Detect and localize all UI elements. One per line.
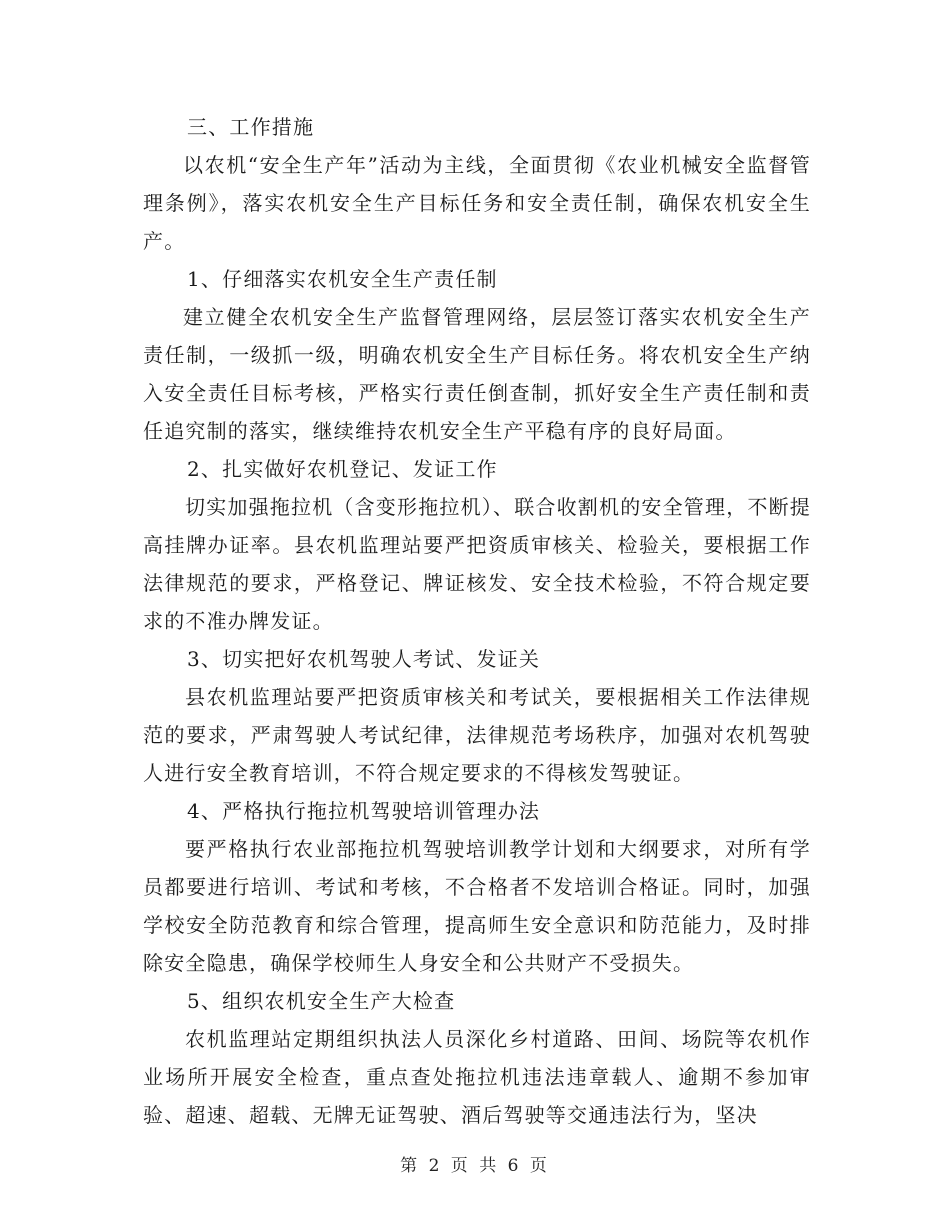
item-body-5: 农机监理站定期组织执法人员深化乡村道路、田间、场院等农机作业场所开展安全检查，重点查处拖拉机违法违章载人、逾期不参加审验、超速、超载、无牌无证驾驶、酒后驾驶等交通违法行为，坚决 [143,1027,811,1127]
intro-paragraph: 以农机“安全生产年”活动为主线，全面贯彻《农业机械安全监督管理条例》，落实农机安全生产目标任务和安全责任制，确保农机安全生产。 [143,153,811,253]
document-body [143,108,811,1134]
page-number-footer: 第 2 页 共 6 页 [400,1156,550,1176]
item-heading-1: 1、仔细落实农机安全生产责任制 [187,267,498,291]
section-title: 三、工作措施 [187,115,315,139]
item-heading-4: 4、严格执行拖拉机驾驶培训管理办法 [187,799,541,823]
item-heading-5: 5、组织农机安全生产大检查 [187,989,456,1013]
item-heading-2: 2、扎实做好农机登记、发证工作 [187,457,498,481]
item-body-4: 要严格执行农业部拖拉机驾驶培训教学计划和大纲要求，对所有学员都要进行培训、考试和考核，不合格者不发培训合格证。同时，加强学校安全防范教育和综合管理，提高师生安全意识和防范能力，及时排除安全隐患，确保学校师生人身安全和公共财产不受损失。 [143,837,811,975]
item-body-1: 建立健全农机安全生产监督管理网络，层层签订落实农机安全生产责任制，一级抓一级，明确农机安全生产目标任务。将农机安全生产纳入安全责任目标考核，严格实行责任倒查制，抓好安全生产责任制和责任追究制的落实，继续维持农机安全生产平稳有序的良好局面。 [143,305,811,443]
item-body-3: 县农机监理站要严把资质审核关和考试关，要根据相关工作法律规范的要求，严肃驾驶人考试纪律，法律规范考场秩序，加强对农机驾驶人进行安全教育培训，不符合规定要求的不得核发驾驶证。 [143,685,811,785]
item-body-2: 切实加强拖拉机（含变形拖拉机）、联合收割机的安全管理，不断提高挂牌办证率。县农机监理站要严把资质审核关、检验关，要根据工作法律规范的要求，严格登记、牌证核发、安全技术检验，不符合规定要求的不准办牌发证。 [143,495,811,633]
item-heading-3: 3、切实把好农机驾驶人考试、发证关 [187,647,541,671]
